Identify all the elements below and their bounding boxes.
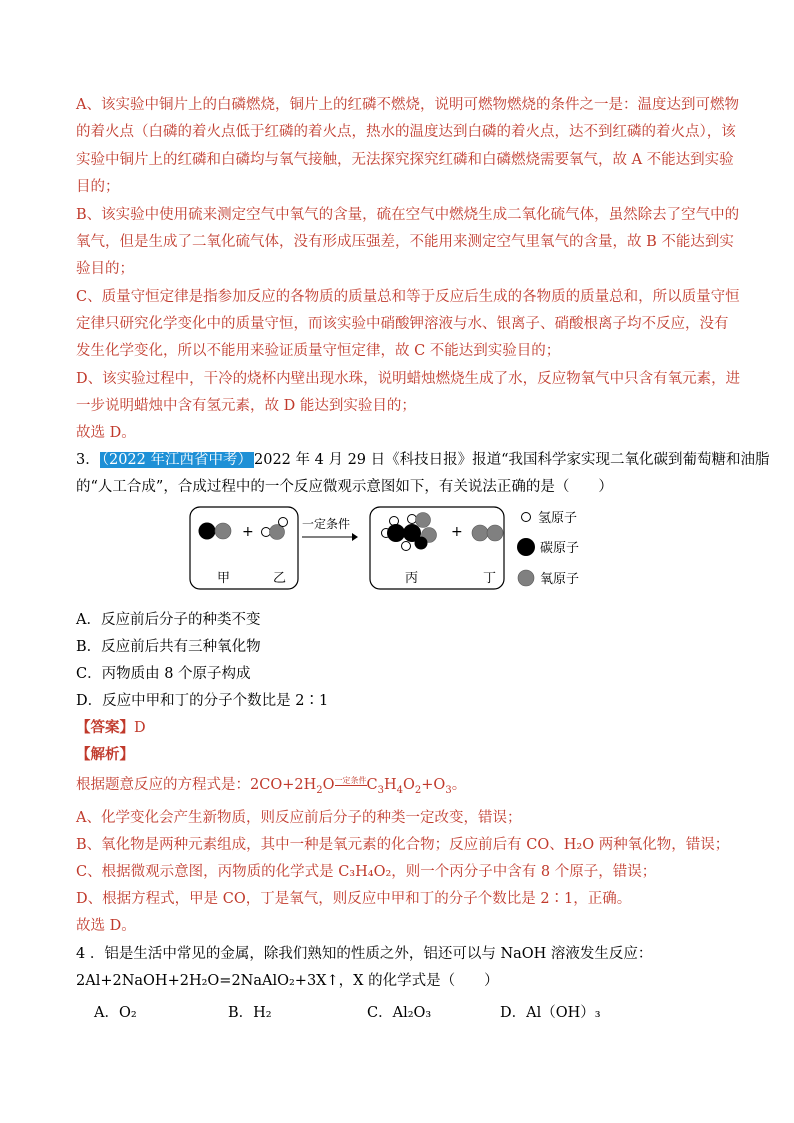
label-bing: 丙 — [405, 571, 419, 586]
analysis-a-line-2: 的着火点（白磷的着火点低于红磷的着火点，热水的温度达到白磷的着火点，达不到红磷的着火点），该 — [76, 124, 736, 140]
legend-hydrogen-label: 氢原子 — [538, 511, 578, 526]
c3h4o2-carbon-3 — [415, 537, 428, 550]
q3-analysis-b: B、氧化物是两种元素组成，其中一种是氧元素的化合物；反应前后有 CO、H₂O 两种氧化物，错误； — [76, 837, 730, 853]
q3-source-tag: （2022 年江西省中考） — [101, 452, 252, 468]
legend-oxygen-icon — [518, 570, 534, 586]
reaction-condition: 一定条件 — [302, 517, 351, 531]
analysis-a-line-4: 目的； — [76, 179, 120, 195]
analysis-b-line-1: B、该实验中使用硫来测定空气中氧气的含量，硫在空气中燃烧生成二氧化硫气体，虽然除去了空气中的 — [76, 207, 740, 223]
q3-analysis-a: A、化学变化会产生新物质，则反应前后分子的种类一定改变，错误； — [76, 810, 522, 826]
o3-oxygen-2 — [487, 525, 503, 541]
q4-option-d: D．Al（OH）₃ — [500, 1005, 601, 1021]
q3-analysis-d: D、根据方程式，甲是 CO，丁是氧气，则反应中甲和丁的分子个数比是 2∶1，正确。 — [76, 891, 632, 907]
q4-option-b: B．H₂ — [228, 1005, 272, 1021]
h2o-molecule-hydrogen-1 — [262, 528, 271, 537]
analysis-d-line-2: 一步说明蜡烛中含有氢元素，故 D 能达到实验目的； — [76, 398, 416, 414]
q3-stem-text-1: 2022 年 4 月 29 日《科技日报》报道“我国科学家实现二氧化碳到葡萄糖和油脂 — [254, 452, 770, 468]
q3-stem-line-2: 的“人工合成”，合成过程中的一个反应微观示意图如下，有关说法正确的是（ ） — [76, 479, 613, 495]
equation-product-o: O — [403, 777, 415, 793]
q3-answer — [76, 718, 146, 738]
reaction-diagram — [186, 503, 616, 595]
label-ding: 丁 — [483, 571, 497, 586]
label-yi: 乙 — [273, 571, 287, 586]
c3h4o2-oxygen-1 — [416, 513, 431, 528]
equation-sub: 2 — [414, 784, 422, 796]
h2o-molecule-hydrogen-2 — [279, 518, 288, 527]
q3-option-a: A．反应前后分子的种类不变 — [76, 612, 261, 628]
q3-option-b: B．反应前后共有三种氧化物 — [76, 639, 261, 655]
label-jia: 甲 — [217, 571, 231, 586]
equation-prefix: 根据题意反应的方程式是： — [76, 777, 250, 793]
equation-sub: 3 — [445, 784, 452, 796]
o3-oxygen-1 — [472, 525, 488, 541]
q3-option-c: C．丙物质由 8 个原子构成 — [76, 666, 251, 682]
equation-product-c: C — [366, 777, 378, 793]
analysis-conclusion: 故选 D。 — [76, 425, 136, 441]
legend-carbon-icon — [517, 538, 535, 556]
legend-hydrogen-icon — [522, 513, 531, 522]
equation-mid: O — [322, 777, 335, 793]
c3h4o2-carbon-1 — [387, 524, 405, 542]
c3h4o2-hydrogen-4 — [402, 542, 411, 551]
equation-sub: 3 — [377, 784, 384, 796]
equation-sub: 4 — [396, 784, 404, 796]
answer-value: D — [134, 720, 146, 736]
analysis-c-line-1: C、质量守恒定律是指参加反应的各物质的质量总和等于反应后生成的各物质的质量总和，所以质量守恒 — [76, 289, 740, 305]
q4-stem-line-2: 2Al+2NaOH+2H₂O=2NaAlO₂+3X↑，X 的化学式是（ ） — [76, 973, 499, 989]
q3-conclusion: 故选 D。 — [76, 918, 136, 934]
q3-equation — [76, 775, 466, 795]
co-molecule-carbon — [199, 523, 216, 540]
legend-carbon-label: 碳原子 — [540, 541, 580, 556]
c3h4o2-hydrogen-2 — [408, 515, 417, 524]
q3-stem-line-1 — [76, 450, 770, 470]
equation-left: 2CO+2H — [250, 777, 317, 793]
analysis-b-line-2: 氧气，但是生成了二氧化硫气体，没有形成压强差，不能用来测定空气里氧气的含量，故 B 不能达到实 — [76, 234, 734, 250]
analysis-b-line-3: 验目的； — [76, 261, 134, 277]
analysis-d-line-1: D、该实验过程中，干冷的烧杯内壁出现水珠，说明蜡烛燃烧生成了水，反应物氧气中只含有氧元素，进 — [76, 371, 741, 387]
analysis-c-line-2: 定律只研究化学变化中的质量守恒，而该实验中硝酸钾溶液与水、银离子、硝酸根离子均不反应，没有 — [76, 316, 729, 332]
diagram-plus-2: + — [451, 524, 463, 540]
analysis-c-line-3: 发生化学变化，所以不能用来验证质量守恒定律，故 C 不能达到实验目的； — [76, 343, 561, 359]
q3-option-d: D．反应中甲和丁的分子个数比是 2∶1 — [76, 693, 329, 709]
equation-end: 。 — [451, 777, 467, 793]
q4-option-c: C．Al₂O₃ — [367, 1005, 432, 1021]
q3-number: 3． — [76, 452, 100, 468]
analysis-a-line-3: 实验中铜片上的红磷和白磷均与氧气接触，无法探究探究红磷和白磷燃烧需要氧气，故 A 不能达到实验 — [76, 152, 734, 168]
co-molecule-oxygen — [215, 523, 231, 539]
answer-label: 【答案】 — [76, 719, 134, 736]
equation-product-h: H — [383, 777, 397, 793]
q4-option-a: A．O₂ — [94, 1005, 137, 1021]
diagram-plus-1: + — [242, 524, 254, 540]
equation-product-o3: +O — [421, 777, 446, 793]
analysis-label: 【解析】 — [76, 746, 134, 763]
q4-stem-line-1: 4 ．铝是生活中常见的金属，除我们熟知的性质之外，铝还可以与 NaOH 溶液发生反应： — [76, 946, 653, 962]
reaction-arrow-head — [352, 533, 358, 541]
q3-analysis-c: C、根据微观示意图，丙物质的化学式是 C₃H₄O₂，则一个丙分子中含有 8 个原子，错误； — [76, 864, 657, 880]
equation-condition: 一定条件 — [334, 776, 367, 785]
analysis-a-line-1: A、该实验中铜片上的白磷燃烧，铜片上的红磷不燃烧，说明可燃物燃烧的条件之一是：温度达到可燃物 — [76, 97, 739, 113]
equation-sub: 2 — [316, 784, 323, 796]
legend-oxygen-label: 氧原子 — [540, 572, 580, 587]
